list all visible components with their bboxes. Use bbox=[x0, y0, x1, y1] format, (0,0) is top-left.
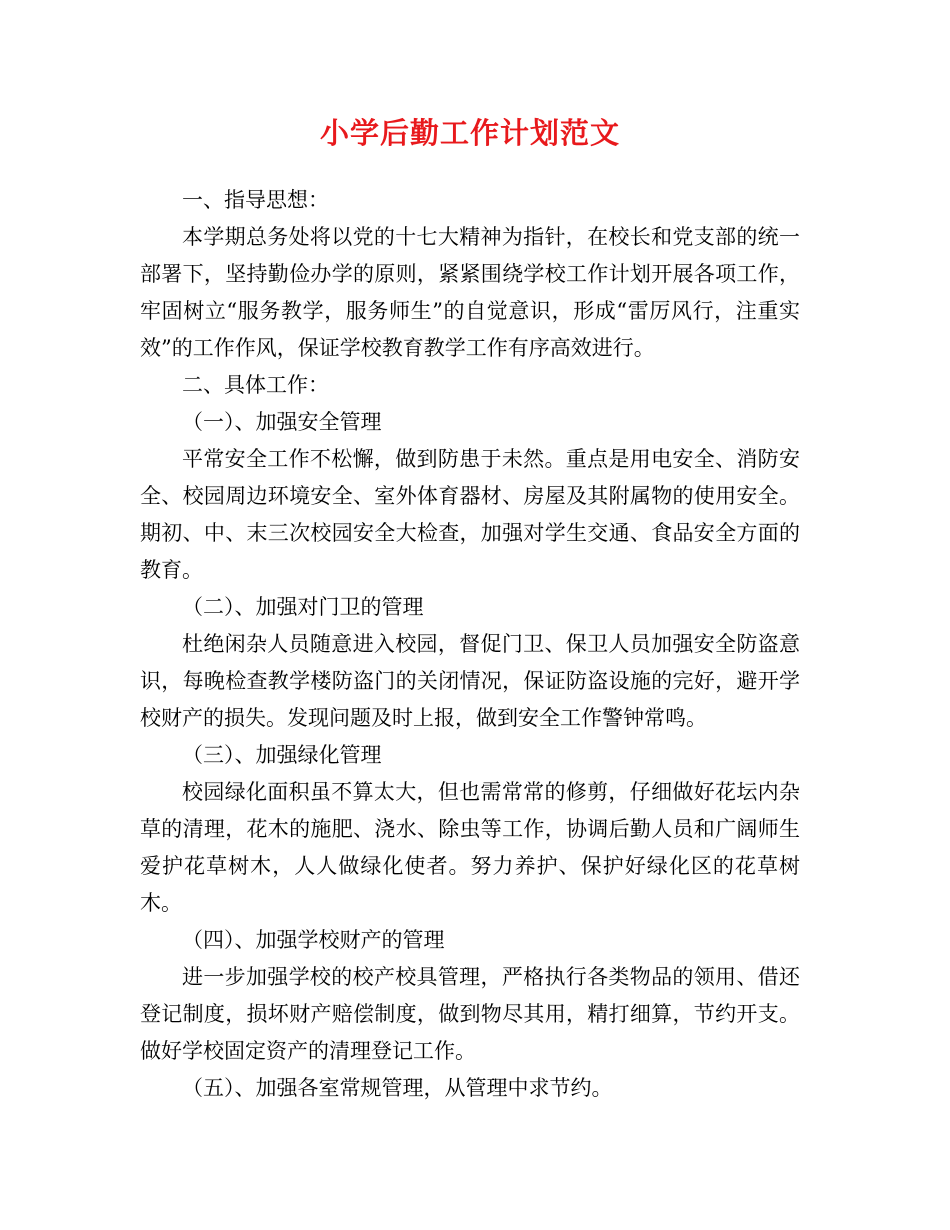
subsection-heading-greening: （三）、加强绿化管理 bbox=[182, 743, 382, 767]
document-title: 小学后勤工作计划范文 bbox=[319, 116, 620, 150]
document-page bbox=[140, 112, 800, 1107]
paragraph-safety: 平常安全工作不松懈，做到防患于未然。重点是用电安全、消防安全、校园周边环境安全、室外体育器材、房屋及其附属物的使用安全。期初、中、末三次校园安全大检查，加强对学生交通、食品安全方面的教育。 bbox=[140, 447, 800, 582]
paragraph-greening: 校园绿化面积虽不算太大，但也需常常的修剪，仔细做好花坛内杂草的清理，花木的施肥、浇水、除虫等工作，协调后勤人员和广阔师生爱护花草树木，人人做绿化使者。努力养护、保护好绿化区的花草树木。 bbox=[140, 780, 800, 915]
subsection-heading-rooms: （五）、加强各室常规管理，从管理中求节约。 bbox=[182, 1076, 613, 1100]
paragraph-gatekeeper: 杜绝闲杂人员随意进入校园，督促门卫、保卫人员加强安全防盗意识，每晚检查教学楼防盗门的关闭情况，保证防盗设施的完好，避开学校财产的损失。发现问题及时上报，做到安全工作警钟常鸣。 bbox=[140, 632, 800, 730]
subsection-heading-property: （四）、加强学校财产的管理 bbox=[182, 928, 445, 952]
section-heading-specific-work: 二、具体工作： bbox=[182, 373, 329, 397]
paragraph-guiding-ideology: 本学期总务处将以党的十七大精神为指针，在校长和党支部的统一部署下，坚持勤俭办学的原则，紧紧围绕学校工作计划开展各项工作，牢固树立“服务教学，服务师生”的自觉意识，形成“雷厉风行，注重实效”的工作作风，保证学校教育教学工作有序高效进行。 bbox=[140, 225, 800, 360]
subsection-heading-safety: （一）、加强安全管理 bbox=[182, 410, 382, 434]
subsection-heading-gatekeeper: （二）、加强对门卫的管理 bbox=[182, 595, 424, 619]
paragraph-property: 进一步加强学校的校产校具管理，严格执行各类物品的领用、借还登记制度，损坏财产赔偿制度，做到物尽其用，精打细算，节约开支。做好学校固定资产的清理登记工作。 bbox=[140, 965, 800, 1063]
section-heading-guiding-ideology: 一、指导思想： bbox=[182, 188, 329, 212]
